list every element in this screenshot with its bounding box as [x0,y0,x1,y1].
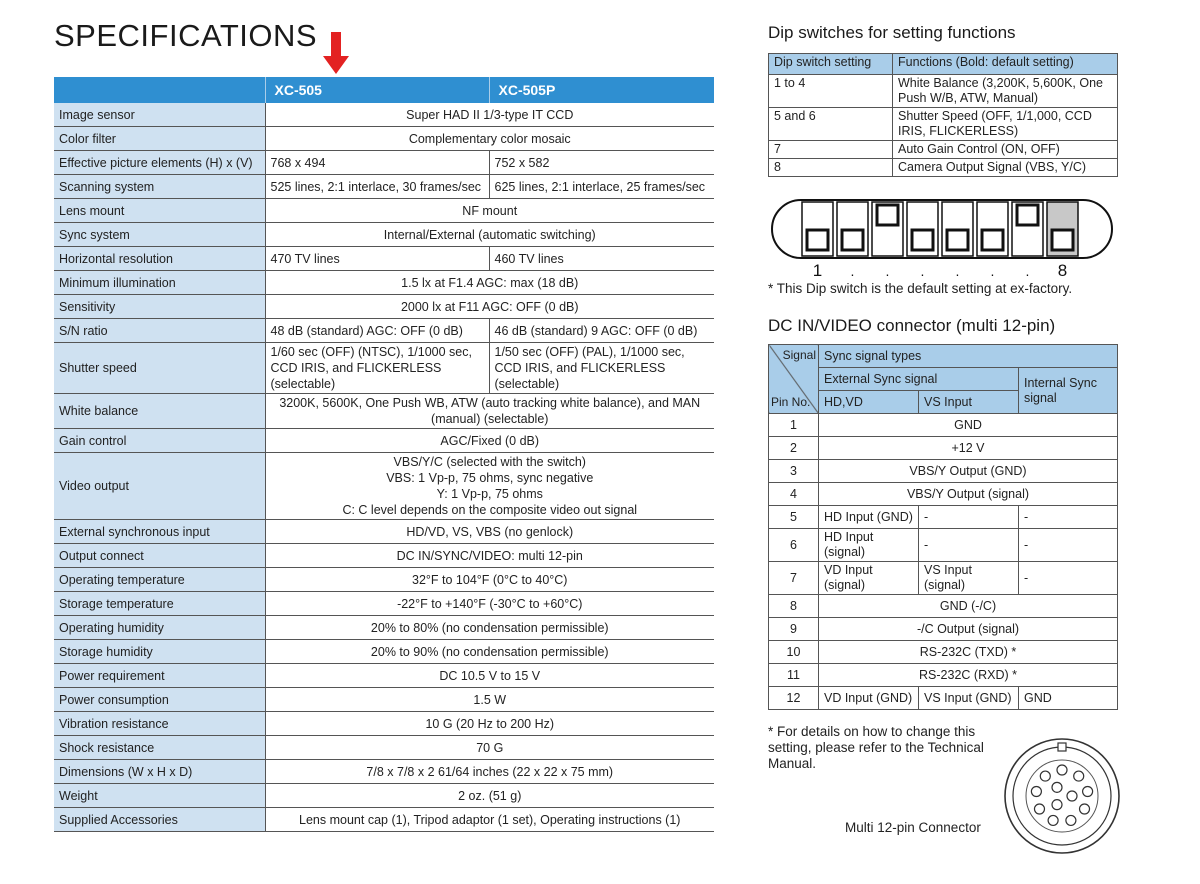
connector-pin [1067,791,1077,801]
dc-pin-signal: RS-232C (TXD) * [819,641,1118,664]
dc-pin-signal: +12 V [819,437,1118,460]
spec-row [54,199,714,223]
dc-pin-number: 10 [769,641,819,664]
spec-value: Super HAD II 1/3-type IT CCD [265,103,714,127]
dip-setting: 7 [769,141,893,159]
connector-pin [1083,786,1093,796]
spec-row [54,808,714,832]
spec-value: DC 10.5 V to 15 V [265,664,714,688]
spec-value: 20% to 90% (no condensation permissible) [265,640,714,664]
dc-pin-row [769,595,1118,618]
dip-switch-3 [872,202,903,279]
spec-label: Horizontal resolution [54,247,265,271]
dip-switch-number: . [990,263,995,279]
spec-row [54,616,714,640]
spec-value-xc505: 768 x 494 [265,151,489,175]
dip-function: White Balance (3,200K, 5,600K, One Push W/B, ATW, Manual) [893,75,1118,108]
spec-value-xc505: 48 dB (standard) AGC: OFF (0 dB) [265,319,489,343]
dc-pin-number: 8 [769,595,819,618]
dc-hdvd-header: HD,VD [819,391,919,414]
dc-pin-signal: GND (-/C) [819,595,1118,618]
dc-connector-table [768,344,1118,710]
dip-row [769,108,1118,141]
spec-value-xc505p: 752 x 582 [489,151,714,175]
spec-row [54,271,714,295]
dc-pin-internal: GND [1019,687,1118,710]
spec-value-xc505p: 460 TV lines [489,247,714,271]
dip-switch-4 [907,202,938,279]
spec-value: 2000 lx at F11 AGC: OFF (0 dB) [265,295,714,319]
spec-row [54,343,714,394]
dip-switch-title: Dip switches for setting functions [768,23,1016,42]
dc-pin-row [769,641,1118,664]
spec-row [54,712,714,736]
spec-value-xc505p: 1/50 sec (OFF) (PAL), 1/1000 sec, CCD IRIS, and FLICKERLESS (selectable) [489,343,714,394]
spec-value: Lens mount cap (1), Tripod adaptor (1 set), Operating instructions (1) [265,808,714,832]
connector-pin [1066,815,1076,825]
spec-row [54,103,714,127]
dc-pin-hdvd: HD Input (GND) [819,506,919,529]
spec-label: Sensitivity [54,295,265,319]
spec-row [54,688,714,712]
dip-setting: 8 [769,159,893,177]
dc-connector-title: DC IN/VIDEO connector (multi 12-pin) [768,316,1056,335]
spec-label: Shock resistance [54,736,265,760]
spec-label: Image sensor [54,103,265,127]
spec-header-blank [54,77,265,103]
spec-value: 7/8 x 7/8 x 2 61/64 inches (22 x 22 x 75 mm) [265,760,714,784]
dc-pin-number: 3 [769,460,819,483]
dc-external-header: External Sync signal [819,368,1019,391]
spec-value-xc505: 1/60 sec (OFF) (NTSC), 1/1000 sec, CCD IRIS, and FLICKERLESS (selectable) [265,343,489,394]
dip-switch-6 [977,202,1008,279]
spec-label: Lens mount [54,199,265,223]
connector-pin [1057,765,1067,775]
connector-pin-diagram-icon [1002,736,1122,856]
dc-pin-row [769,483,1118,506]
dip-switch-1 [802,202,833,280]
dip-switch-number: . [1025,263,1030,279]
spec-header-row [54,77,714,103]
spec-label: Operating humidity [54,616,265,640]
spec-label: S/N ratio [54,319,265,343]
dc-pin-internal: - [1019,529,1118,562]
connector-pin [1080,804,1090,814]
spec-label: Storage temperature [54,592,265,616]
spec-label: Minimum illumination [54,271,265,295]
spec-value: Complementary color mosaic [265,127,714,151]
spec-row [54,760,714,784]
spec-row [54,429,714,453]
dc-pin-row [769,618,1118,641]
dc-internal-header: Internal Sync signal [1019,368,1118,414]
dip-header-functions: Functions (Bold: default setting) [893,54,1118,75]
spec-label: Sync system [54,223,265,247]
spec-value: HD/VD, VS, VBS (no genlock) [265,520,714,544]
dc-pin-number: 6 [769,529,819,562]
spec-value: DC IN/SYNC/VIDEO: multi 12-pin [265,544,714,568]
dc-pin-number: 1 [769,414,819,437]
dip-function: Auto Gain Control (ON, OFF) [893,141,1118,159]
spec-row [54,453,714,520]
spec-value: 3200K, 5600K, One Push WB, ATW (auto tracking white balance), and MAN (manual) (selectable) [265,394,714,429]
spec-value: AGC/Fixed (0 dB) [265,429,714,453]
spec-value: 2 oz. (51 g) [265,784,714,808]
dc-pin-vs: VS Input (GND) [919,687,1019,710]
spec-value: 32°F to 104°F (0°C to 40°C) [265,568,714,592]
dc-pin-number: 9 [769,618,819,641]
spec-value: 10 G (20 Hz to 200 Hz) [265,712,714,736]
dc-pin-signal: GND [819,414,1118,437]
dip-switch-number: 1 [812,261,823,280]
dc-pin-row [769,529,1118,562]
dc-pin-vs: VS Input (signal) [919,562,1019,595]
dip-setting: 1 to 4 [769,75,893,108]
spec-label: Power consumption [54,688,265,712]
spec-value-line: VBS: 1 Vp-p, 75 ohms, sync negative [386,471,594,485]
spec-row [54,592,714,616]
dc-pin-signal: -/C Output (signal) [819,618,1118,641]
spec-row [54,394,714,429]
dc-corner-cell [769,345,819,414]
model-header: XC-505P [489,77,714,103]
spec-row [54,544,714,568]
spec-label: White balance [54,394,265,429]
spec-value-xc505p: 625 lines, 2:1 interlace, 25 frames/sec [489,175,714,199]
dc-pin-number: 7 [769,562,819,595]
connector-pin [1052,800,1062,810]
dip-row [769,141,1118,159]
connector-label: Multi 12-pin Connector [845,820,981,835]
spec-value-xc505: 470 TV lines [265,247,489,271]
spec-value: -22°F to +140°F (-30°C to +60°C) [265,592,714,616]
dc-pin-internal: - [1019,506,1118,529]
dip-header-setting: Dip switch setting [769,54,893,75]
dc-pin-number: 5 [769,506,819,529]
dc-header-row-2 [769,368,1118,391]
red-arrow-icon [322,30,350,76]
dc-pin-vs: - [919,506,1019,529]
spec-row [54,520,714,544]
dc-pin-vs: - [919,529,1019,562]
dip-function: Camera Output Signal (VBS, Y/C) [893,159,1118,177]
connector-pin [1048,815,1058,825]
dip-row [769,159,1118,177]
dc-pin-number: 12 [769,687,819,710]
dc-pin-hdvd: VD Input (GND) [819,687,919,710]
dc-pin-row [769,414,1118,437]
spec-label: Gain control [54,429,265,453]
dc-corner-signal: Signal [782,348,816,362]
spec-value: 20% to 80% (no condensation permissible) [265,616,714,640]
spec-label: Color filter [54,127,265,151]
connector-pin [1031,786,1041,796]
spec-row [54,784,714,808]
connector-pin [1034,804,1044,814]
dip-setting: 5 and 6 [769,108,893,141]
spec-value: 1.5 lx at F1.4 AGC: max (18 dB) [265,271,714,295]
spec-row [54,295,714,319]
spec-label: Supplied Accessories [54,808,265,832]
spec-label: Effective picture elements (H) x (V) [54,151,265,175]
dc-pin-row [769,460,1118,483]
dc-pin-hdvd: VD Input (signal) [819,562,919,595]
specifications-table [54,77,714,832]
dip-switch-note: * This Dip switch is the default setting at ex-factory. [768,281,1073,296]
dc-connector-note: * For details on how to change this setting, please refer to the Technical Manual. [768,724,984,771]
spec-label: Vibration resistance [54,712,265,736]
dc-pin-row [769,506,1118,529]
dc-header-row-1 [769,345,1118,368]
spec-value-line: Y: 1 Vp-p, 75 ohms [436,487,543,501]
dip-switch-number: . [920,263,925,279]
spec-value: NF mount [265,199,714,223]
connector-pin [1074,771,1084,781]
spec-row [54,568,714,592]
dc-pin-internal: - [1019,562,1118,595]
dip-function: Shutter Speed (OFF, 1/1,000, CCD IRIS, FLICKERLESS) [893,108,1118,141]
connector-pin [1052,782,1062,792]
dip-switch-7 [1012,202,1043,279]
dc-pin-number: 11 [769,664,819,687]
dip-switch-number: . [850,263,855,279]
dc-pin-signal: VBS/Y Output (GND) [819,460,1118,483]
dip-switch-number: . [885,263,890,279]
spec-value-xc505: 525 lines, 2:1 interlace, 30 frames/sec [265,175,489,199]
spec-label: Operating temperature [54,568,265,592]
spec-label: Dimensions (W x H x D) [54,760,265,784]
spec-label: Power requirement [54,664,265,688]
spec-value [265,453,714,520]
dc-pin-number: 4 [769,483,819,506]
spec-value: 70 G [265,736,714,760]
dc-vs-header: VS Input [919,391,1019,414]
dc-pin-row [769,562,1118,595]
spec-value: Internal/External (automatic switching) [265,223,714,247]
spec-row [54,223,714,247]
dip-switch-number: . [955,263,960,279]
dc-pin-signal: VBS/Y Output (signal) [819,483,1118,506]
dc-pin-row [769,687,1118,710]
connector-key [1058,743,1066,751]
dc-corner-pin: Pin No. [771,395,811,409]
spec-label: Storage humidity [54,640,265,664]
spec-value-line: VBS/Y/C (selected with the switch) [393,455,586,469]
spec-label: Shutter speed [54,343,265,394]
dip-switch-number: 8 [1057,261,1068,280]
spec-row [54,319,714,343]
dip-switch-diagram [770,196,1115,280]
spec-row [54,175,714,199]
spec-label: Video output [54,453,265,520]
dc-sync-types-header: Sync signal types [819,345,1118,368]
spec-row [54,127,714,151]
dip-switch-5 [942,202,973,279]
spec-row [54,151,714,175]
dip-row [769,75,1118,108]
spec-value: 1.5 W [265,688,714,712]
dip-header-row [769,54,1118,75]
spec-row [54,664,714,688]
spec-value-line: C: C level depends on the composite video out signal [342,503,638,517]
model-header: XC-505 [265,77,489,103]
spec-label: Scanning system [54,175,265,199]
spec-label: Output connect [54,544,265,568]
specifications-title: SPECIFICATIONS [54,18,318,53]
dc-pin-row [769,664,1118,687]
dc-pin-row [769,437,1118,460]
dip-switch-8 [1047,202,1078,280]
spec-label: External synchronous input [54,520,265,544]
spec-label: Weight [54,784,265,808]
spec-row [54,736,714,760]
connector-outer-ring [1005,739,1119,853]
spec-row [54,640,714,664]
spec-row [54,247,714,271]
dc-pin-hdvd: HD Input (signal) [819,529,919,562]
connector-pin [1040,771,1050,781]
dip-switch-2 [837,202,868,279]
dc-pin-number: 2 [769,437,819,460]
dip-switch-table [768,53,1118,177]
spec-value-xc505p: 46 dB (standard) 9 AGC: OFF (0 dB) [489,319,714,343]
dc-pin-signal: RS-232C (RXD) * [819,664,1118,687]
